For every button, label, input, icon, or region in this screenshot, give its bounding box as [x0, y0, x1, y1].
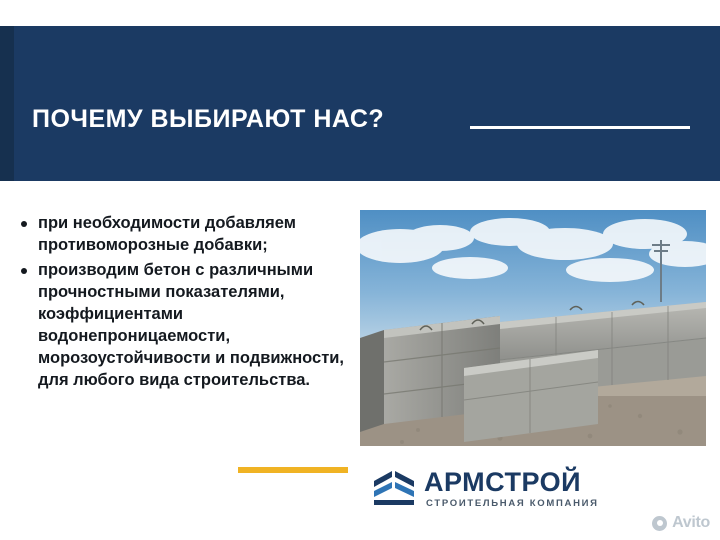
logo-tagline: СТРОИТЕЛЬНАЯ КОМПАНИЯ	[426, 498, 599, 509]
top-margin	[0, 0, 720, 26]
avito-watermark	[652, 514, 710, 532]
content-area	[0, 181, 720, 540]
avito-dot-icon	[652, 516, 667, 531]
list-item: при необходимости добавляем противоморозные добавки;	[38, 213, 370, 257]
benefits-list	[16, 213, 370, 395]
accent-bar	[238, 467, 348, 473]
header-left-accent	[0, 26, 14, 181]
concrete-blocks-photo	[360, 210, 706, 446]
header-rule	[470, 126, 690, 129]
logo-mark-icon	[372, 469, 416, 509]
header-band	[0, 26, 720, 181]
company-logo	[372, 467, 648, 515]
page-title: ПОЧЕМУ ВЫБИРАЮТ НАС?	[32, 105, 385, 133]
avito-watermark-text: Avito	[672, 514, 710, 531]
logo-name: АРМСТРОЙ	[424, 467, 582, 497]
list-item: производим бетон с различными прочностными показателями, коэффициентами водонепроницаемости, морозоустойчивости и подвижности, для любого вида строительства.	[38, 260, 370, 392]
